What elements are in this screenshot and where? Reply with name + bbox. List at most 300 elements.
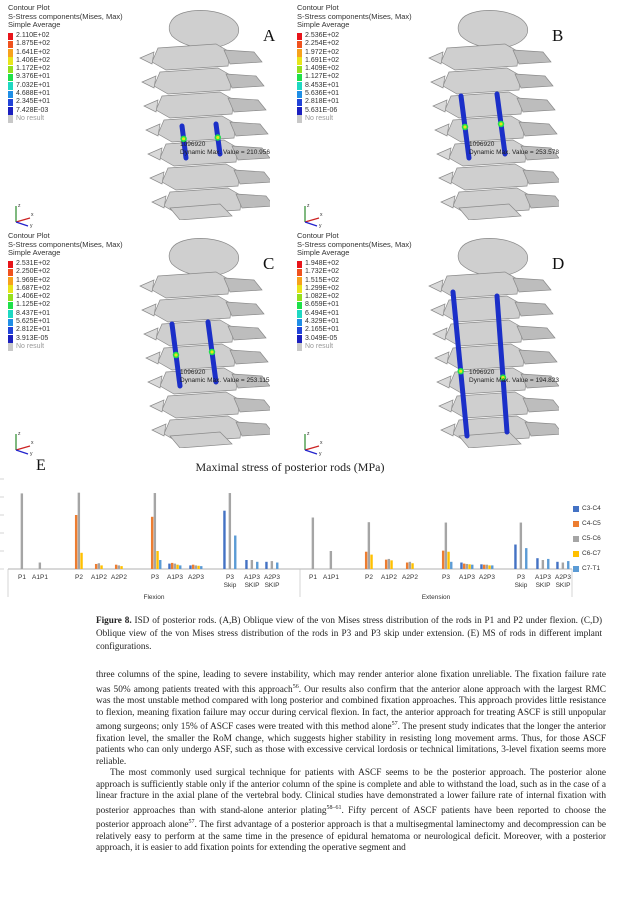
bar	[168, 564, 170, 569]
bar	[21, 493, 23, 569]
spine-model	[409, 236, 559, 448]
category-label: A1P2	[381, 574, 397, 581]
category-label: A1P3	[167, 574, 183, 581]
legend-value: 8.659E+01	[305, 301, 340, 309]
vertebra-shape	[523, 170, 559, 184]
bar	[368, 522, 370, 569]
bar	[75, 515, 77, 569]
legend-value: 1.299E+02	[305, 284, 340, 292]
bar	[471, 565, 473, 569]
bar	[176, 565, 178, 569]
legend-value: 5.625E+01	[16, 318, 51, 326]
vertebra-shape	[441, 196, 455, 208]
bar	[442, 551, 444, 569]
panel-letter: C	[263, 254, 275, 273]
legend-row	[297, 310, 377, 318]
legend-value: 3.049E-05	[305, 334, 338, 342]
bar	[483, 565, 485, 569]
category-label: P3	[442, 574, 450, 581]
chart-legend-swatch	[573, 536, 579, 542]
chart-legend-label: C3-C4	[582, 505, 601, 512]
legend-swatch	[297, 285, 302, 293]
triad-label: y	[319, 451, 322, 456]
paragraph-2	[96, 768, 606, 855]
bar	[98, 563, 100, 569]
bar	[192, 565, 194, 569]
legend-value: 1.687E+02	[16, 284, 51, 292]
rod-stress-spot	[182, 137, 185, 140]
contour-title-line: S-Stress components(Mises, Max)	[8, 11, 123, 21]
triad-label: x	[31, 212, 34, 218]
category-label: P2	[365, 574, 373, 581]
contour-panel-a	[8, 4, 308, 229]
legend-value: 7.032E+01	[16, 81, 51, 89]
vertebra-shape	[146, 124, 160, 136]
dynamic-max-label: Dynamic Max. Value = 194.823	[469, 377, 560, 384]
bar	[388, 559, 390, 569]
rod-stress-spot	[459, 370, 462, 373]
legend-row	[297, 73, 377, 81]
bar	[312, 518, 314, 569]
legend-swatch	[297, 294, 302, 302]
legend-row	[297, 57, 377, 65]
vertebra-shape	[443, 68, 521, 94]
contour-panel-b	[297, 4, 597, 229]
category-label: SKIP	[244, 582, 260, 589]
contour-title-line: Contour Plot	[8, 3, 50, 12]
vertebra-shape	[140, 52, 154, 64]
legend-swatch	[8, 343, 13, 351]
legend-row	[297, 98, 377, 106]
legend-value: 2.531E+02	[16, 260, 51, 267]
vertebra-shape	[230, 122, 268, 136]
contour-title-line: Contour Plot	[297, 231, 339, 240]
legend-swatch	[297, 327, 302, 335]
triad-label: z	[307, 431, 310, 437]
category-label: A1P3	[459, 574, 475, 581]
vertebra-shape	[154, 296, 232, 322]
vertebra-shape	[429, 280, 443, 292]
legend-row	[297, 318, 377, 326]
triad-axis	[16, 222, 28, 226]
vertebra-shape	[435, 124, 449, 136]
legend-row	[8, 326, 88, 334]
legend-value: 4.688E+01	[16, 90, 51, 98]
vertebra-shape	[158, 344, 236, 370]
legend-row	[8, 318, 88, 326]
triad-axis	[305, 218, 319, 222]
legend-row	[297, 326, 377, 334]
bar	[223, 511, 225, 569]
vertebra-shape	[140, 280, 154, 292]
legend-swatch	[297, 66, 302, 74]
bar	[480, 564, 482, 569]
legend-swatch	[297, 49, 302, 57]
legend-row	[8, 73, 88, 81]
vertebra-shape	[169, 238, 239, 276]
vertebra-shape	[517, 98, 555, 112]
contour-panel-c	[8, 232, 308, 457]
axis-triad-icon	[10, 202, 40, 228]
bar	[151, 517, 153, 569]
contour-title-line: Simple Average	[8, 248, 61, 258]
vertebra-shape	[236, 194, 270, 208]
node-id-label: 1096920	[469, 369, 495, 376]
bar	[39, 563, 41, 569]
vertebra-shape	[437, 376, 451, 388]
legend-row-no-result	[8, 343, 88, 351]
vertebra-shape	[142, 304, 156, 316]
vertebra-shape	[150, 172, 164, 184]
contour-panel-d	[297, 232, 597, 457]
chart-legend-item	[582, 520, 601, 527]
citation[interactable]: 58–61	[326, 804, 342, 811]
legend-swatch	[8, 277, 13, 285]
panel-letter: A	[263, 26, 276, 45]
legend-swatch	[8, 49, 13, 57]
chart-legend-label: C4-C5	[582, 520, 601, 527]
bar	[78, 493, 80, 569]
bar	[120, 566, 122, 569]
triad-label: x	[31, 440, 34, 446]
legend-no-result: No result	[16, 342, 45, 350]
vertebra-shape	[435, 352, 449, 364]
legend-row	[297, 32, 377, 40]
chart-legend-label: C7-T1	[582, 565, 601, 572]
legend-row	[297, 90, 377, 98]
vertebra-shape	[439, 400, 453, 412]
legend-value: 1.948E+02	[305, 260, 340, 267]
legend-value: 2.165E+01	[305, 326, 340, 334]
vertebra-shape	[525, 194, 559, 208]
paragraph-1-text-a: three columns of the spine, leading to severe instability, which may render anterior alone fixation unreliable. The fixation failure rate was 50% among patients treated with this approach	[96, 670, 606, 695]
vertebra-shape	[519, 122, 557, 136]
vertebra-shape	[156, 92, 234, 118]
legend-value: 1.972E+02	[305, 48, 340, 56]
paragraph-1	[96, 670, 606, 768]
legend-swatch	[297, 57, 302, 65]
legend-row	[8, 32, 88, 40]
spine-model	[120, 8, 270, 220]
dynamic-max-label: Dynamic Max. Value = 253.578	[469, 149, 560, 156]
legend-no-result: No result	[16, 114, 45, 122]
chart-legend-item	[582, 535, 601, 542]
vertebra-shape	[154, 68, 232, 94]
bar	[486, 565, 488, 569]
vertebra-shape	[441, 424, 455, 436]
legend-value: 8.453E+01	[305, 81, 340, 89]
bar	[189, 565, 191, 569]
bar	[542, 560, 544, 569]
category-label: A2P2	[402, 574, 418, 581]
chart-legend-swatch	[573, 521, 579, 527]
bar	[156, 551, 158, 569]
vertebra-shape	[144, 328, 158, 340]
legend-swatch	[8, 115, 13, 123]
vertebra-shape	[148, 376, 162, 388]
legend-row	[8, 335, 88, 343]
bar	[370, 555, 372, 569]
legend-row	[8, 310, 88, 318]
legend-row	[8, 107, 88, 115]
legend-value: 1.125E+02	[16, 301, 51, 309]
category-label: SKIP	[555, 582, 571, 589]
legend-row	[8, 90, 88, 98]
bar	[411, 563, 413, 569]
bar	[100, 565, 102, 569]
legend-row	[8, 293, 88, 301]
contour-legend	[8, 260, 88, 351]
contour-plot-title	[8, 4, 123, 30]
group-label: Extension	[421, 594, 451, 601]
vertebra-shape	[515, 74, 553, 88]
vertebra-shape	[439, 172, 453, 184]
bar	[385, 560, 387, 569]
vertebra-shape	[447, 116, 525, 142]
legend-swatch	[8, 302, 13, 310]
bar	[468, 564, 470, 569]
chart-legend-label: C6-C7	[582, 550, 601, 557]
contour-plot-title	[8, 232, 123, 258]
bar	[567, 561, 569, 569]
bar	[95, 564, 97, 569]
legend-row-no-result	[297, 115, 377, 123]
vertebra-shape	[451, 164, 529, 190]
legend-value: 1.127E+02	[305, 73, 340, 81]
bar	[447, 552, 449, 569]
category-label: Skip	[223, 582, 237, 589]
vertebra-shape	[152, 272, 230, 298]
bar	[276, 563, 278, 569]
chart-legend-swatch	[573, 506, 579, 512]
legend-swatch	[8, 33, 13, 41]
axis-triad-icon	[299, 202, 329, 228]
legend-swatch	[8, 294, 13, 302]
legend-value: 8.437E+01	[16, 309, 51, 317]
rod-stress-spot	[216, 136, 219, 139]
category-label: P3	[151, 574, 159, 581]
legend-row	[8, 65, 88, 73]
vertebra-shape	[445, 92, 523, 118]
legend-row	[297, 277, 377, 285]
vertebrae	[140, 10, 270, 220]
vertebra-shape	[513, 50, 551, 64]
legend-row	[297, 65, 377, 73]
triad-axis	[305, 446, 319, 450]
triad-axis	[16, 218, 30, 222]
paragraph-1-text-b: . Our results also confirm that the anterior alone approach with the largest RMC was the most unstable method compared with long posterior and combined fixation approaches. This approach provides little resistance to flexion, meaning fixation failure may occur during cervical flexion. In fact, the anterior approach for treating ASCF is still unpopular among surgeons; only 15% of ASCF cases were treated with this method alone	[96, 684, 606, 733]
legend-row-no-result	[8, 115, 88, 123]
paragraph-2-text-a: The most commonly used surgical technique for patients with ASCF seems to be the posterior approach. The posterior alone approach is sufficiently stable only if the anterior column of the spine is complete and able to withstand the load, such as in the case of a linear fracture in the axial plane of the vertebral body. Clinical studies have demonstrated a lower failure rate of internal fixation with posterior approaches than with stand-alone anterior plating	[96, 768, 606, 816]
legend-value: 6.494E+01	[305, 309, 340, 317]
vertebra-shape	[148, 148, 162, 160]
bar	[234, 536, 236, 569]
bar	[514, 545, 516, 569]
chart-legend-label: C5-C6	[582, 535, 601, 542]
legend-value: 3.913E-05	[16, 334, 49, 342]
legend-swatch	[297, 269, 302, 277]
triad-axis	[305, 450, 317, 454]
legend-value: 9.376E+01	[16, 73, 51, 81]
legend-row	[297, 293, 377, 301]
vertebra-shape	[162, 392, 240, 418]
caption-label: Figure 8.	[96, 615, 132, 625]
triad-label: y	[319, 223, 322, 228]
triad-label: z	[18, 203, 21, 209]
chart-svg	[0, 457, 621, 605]
legend-swatch	[297, 107, 302, 115]
legend-swatch	[297, 261, 302, 269]
category-label: A1P1	[323, 574, 339, 581]
bar	[251, 560, 253, 569]
bar	[556, 562, 558, 569]
legend-row	[8, 98, 88, 106]
legend-row	[297, 40, 377, 48]
legend-value: 1.406E+02	[16, 56, 51, 64]
vertebra-shape	[142, 76, 156, 88]
contour-legend	[8, 32, 88, 123]
vertebrae	[429, 10, 559, 220]
vertebra-shape	[224, 50, 262, 64]
vertebra-shape	[169, 10, 239, 48]
vertebra-shape	[458, 10, 528, 48]
bar	[271, 561, 273, 569]
triad-label: y	[30, 223, 33, 228]
contour-title-line: Contour Plot	[8, 231, 50, 240]
category-label: P1	[18, 574, 26, 581]
legend-swatch	[8, 261, 13, 269]
legend-value: 1.641E+02	[16, 48, 51, 56]
bar	[229, 493, 231, 569]
chart-legend-swatch	[573, 551, 579, 557]
citation[interactable]: 57	[188, 819, 195, 826]
vertebra-shape	[146, 352, 160, 364]
bar	[330, 551, 332, 569]
legend-swatch	[8, 285, 13, 293]
legend-no-result: No result	[305, 114, 334, 122]
vertebra-shape	[152, 424, 166, 436]
category-label: SKIP	[264, 582, 280, 589]
legend-value: 2.110E+02	[16, 32, 50, 39]
vertebra-shape	[458, 238, 528, 276]
stress-bar-chart	[0, 457, 621, 605]
category-label: A2P3	[264, 574, 280, 581]
vertebra-shape	[228, 326, 266, 340]
bar	[80, 553, 82, 569]
bar	[171, 563, 173, 569]
vertebra-shape	[429, 52, 443, 64]
legend-row	[8, 40, 88, 48]
legend-swatch	[8, 99, 13, 107]
vertebra-shape	[431, 76, 445, 88]
bar	[406, 563, 408, 569]
category-label: A2P3	[188, 574, 204, 581]
legend-row	[297, 335, 377, 343]
vertebra-shape	[523, 398, 559, 412]
bar	[520, 523, 522, 569]
group-label: Flexion	[143, 594, 165, 601]
bar	[547, 559, 549, 569]
legend-swatch	[8, 41, 13, 49]
paragraph-2-text-b: . Fifty percent of ASCF patients have been reported to choose the posterior approach alone	[96, 805, 607, 831]
chart-legend-item	[582, 505, 601, 512]
contour-title-line: Simple Average	[8, 20, 61, 30]
vertebra-shape	[234, 170, 270, 184]
vertebra-shape	[226, 302, 264, 316]
bar	[491, 565, 493, 569]
vertebra-shape	[513, 278, 551, 292]
legend-swatch	[8, 66, 13, 74]
category-label: P2	[75, 574, 83, 581]
contour-plot-title	[297, 232, 412, 258]
legend-row	[297, 301, 377, 309]
contour-title-line: S-Stress components(Mises, Max)	[297, 239, 412, 249]
vertebrae	[429, 238, 559, 448]
legend-row	[297, 49, 377, 57]
legend-row	[8, 285, 88, 293]
contour-legend	[297, 32, 377, 123]
vertebra-shape	[162, 164, 240, 190]
bar	[463, 564, 465, 569]
caption-text: ISD of posterior rods. (A,B) Oblique view of the von Mises stress distribution of the rods in P1 and P2 under flexion. (C,D) Oblique view of the von Mises stress distribution of the rods in P3 and P3 skip under extension. (E) MS of rods in different implant configurations.	[96, 615, 603, 651]
legend-swatch	[297, 33, 302, 41]
bar	[466, 564, 468, 569]
legend-swatch	[8, 327, 13, 335]
contour-title-line: Contour Plot	[297, 3, 339, 12]
legend-row	[297, 260, 377, 268]
rod-stress-spot	[463, 125, 466, 128]
paragraph-2-text-c: . The first advantage of a posterior approach is that a multisegmental laminectomy and decompression can be relatively easy to perform at the same time in the presence of epidural hematoma or neurological deficit. Moreover, with a posterior approach, it is easier to add fixation points for extending the operative segment and	[96, 820, 606, 854]
bar	[536, 558, 538, 569]
triad-label: x	[320, 212, 323, 218]
bar	[488, 565, 490, 569]
chart-legend-item	[582, 550, 601, 557]
node-id-label: 1096920	[180, 141, 206, 148]
vertebra-shape	[437, 148, 451, 160]
legend-value: 2.254E+02	[305, 40, 340, 48]
citation[interactable]: 57	[391, 721, 398, 728]
triad-label: z	[18, 431, 21, 437]
bar	[562, 563, 564, 569]
vertebra-shape	[224, 278, 262, 292]
category-label: A1P2	[91, 574, 107, 581]
bar	[256, 562, 258, 569]
contour-legend	[297, 260, 377, 351]
bar	[265, 562, 267, 569]
axis-triad-icon	[299, 430, 329, 456]
rod-stress-spot	[499, 122, 502, 125]
citation[interactable]: 56	[292, 683, 299, 690]
vertebra-shape	[431, 304, 445, 316]
legend-swatch	[8, 310, 13, 318]
bar	[118, 565, 120, 569]
vertebra-shape	[228, 98, 266, 112]
category-label: P3	[226, 574, 234, 581]
legend-value: 1.875E+02	[16, 40, 51, 48]
bar	[245, 560, 247, 569]
vertebra-shape	[441, 44, 519, 70]
legend-swatch	[297, 74, 302, 82]
triad-label: y	[30, 451, 33, 456]
vertebrae	[140, 238, 270, 448]
legend-value: 1.969E+02	[16, 276, 51, 284]
triad-axis	[16, 450, 28, 454]
category-label: SKIP	[535, 582, 551, 589]
legend-value: 7.428E-03	[16, 106, 49, 114]
legend-swatch	[8, 82, 13, 90]
figure-caption	[96, 614, 602, 653]
vertebra-shape	[226, 74, 264, 88]
